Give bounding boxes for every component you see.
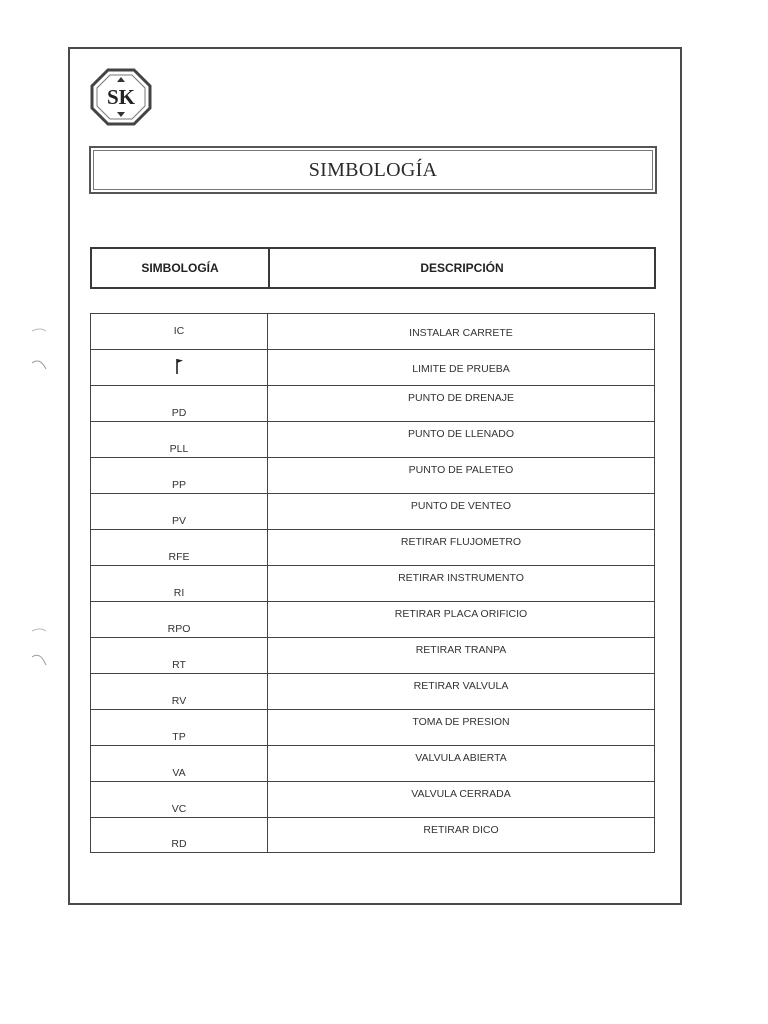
column-header-description: DESCRIPCIÓN <box>420 261 504 275</box>
symbol-code: TP <box>172 731 186 743</box>
symbology-table <box>90 313 655 853</box>
symbol-cell <box>91 710 268 745</box>
description-cell <box>268 602 654 637</box>
description-text: RETIRAR VALVULA <box>413 680 509 692</box>
description-text: INSTALAR CARRETE <box>409 327 513 339</box>
table-row <box>91 710 654 746</box>
symbol-code: RV <box>171 695 187 707</box>
symbol-cell <box>91 530 268 565</box>
table-row <box>91 566 654 602</box>
description-text: RETIRAR PLACA ORIFICIO <box>394 608 528 620</box>
symbol-cell <box>91 494 268 529</box>
binder-hole-mark <box>28 625 50 675</box>
description-text: TOMA DE PRESION <box>412 716 510 728</box>
description-text: RETIRAR DICO <box>423 824 499 836</box>
binder-hole-mark <box>28 325 50 375</box>
description-cell <box>268 638 654 673</box>
symbol-code: PLL <box>169 443 189 455</box>
description-cell <box>268 530 654 565</box>
table-row <box>91 674 654 710</box>
symbol-cell <box>91 746 268 781</box>
table-row <box>91 638 654 674</box>
symbol-code: VA <box>172 767 186 779</box>
description-cell <box>268 674 654 709</box>
title-box <box>89 146 657 194</box>
description-text: PUNTO DE DRENAJE <box>408 392 514 404</box>
table-row <box>91 746 654 782</box>
symbol-cell <box>91 818 268 852</box>
description-text: VALVULA ABIERTA <box>415 752 507 764</box>
table-row <box>91 782 654 818</box>
table-row <box>91 350 654 386</box>
description-text: RETIRAR INSTRUMENTO <box>398 572 524 584</box>
description-cell <box>268 458 654 493</box>
description-text: RETIRAR FLUJOMETRO <box>400 536 522 548</box>
description-text: PUNTO DE PALETEO <box>408 464 514 476</box>
symbol-code: RI <box>173 587 185 599</box>
symbol-code: RFE <box>168 551 190 563</box>
description-cell <box>268 746 654 781</box>
symbol-code: PV <box>171 515 186 527</box>
symbol-code: RPO <box>167 623 191 635</box>
symbol-code: VC <box>171 803 187 815</box>
table-row <box>91 494 654 530</box>
symbol-code: RT <box>172 659 186 671</box>
symbol-cell <box>91 350 268 385</box>
symbol-cell <box>91 566 268 601</box>
table-row <box>91 602 654 638</box>
description-cell <box>268 782 654 817</box>
description-text: PUNTO DE VENTEO <box>410 500 512 512</box>
svg-text:SK: SK <box>106 85 136 109</box>
symbol-cell <box>91 458 268 493</box>
page-title: SIMBOLOGÍA <box>308 158 438 181</box>
symbol-cell <box>91 602 268 637</box>
description-cell <box>268 422 654 457</box>
description-text: VALVULA CERRADA <box>411 788 511 800</box>
description-text: RETIRAR TRANPA <box>415 644 507 656</box>
symbol-cell <box>91 386 268 421</box>
table-row <box>91 818 654 852</box>
table-row <box>91 530 654 566</box>
description-cell <box>268 314 654 349</box>
sk-logo <box>90 68 152 126</box>
description-cell <box>268 494 654 529</box>
description-cell <box>268 710 654 745</box>
table-row <box>91 422 654 458</box>
table-row <box>91 314 654 350</box>
flag-icon <box>175 357 185 375</box>
description-cell <box>268 350 654 385</box>
symbol-code: PP <box>171 479 186 491</box>
description-cell <box>268 566 654 601</box>
symbol-code: RD <box>171 838 187 850</box>
symbol-code: PD <box>171 407 187 419</box>
description-cell <box>268 386 654 421</box>
symbol-cell <box>91 422 268 457</box>
description-text: PUNTO DE LLENADO <box>408 428 514 440</box>
column-header-symbol: SIMBOLOGÍA <box>92 249 270 287</box>
symbol-code: IC <box>173 325 185 337</box>
description-text: LIMITE DE PRUEBA <box>412 363 510 375</box>
symbol-cell <box>91 782 268 817</box>
table-row <box>91 458 654 494</box>
description-cell <box>268 818 654 852</box>
symbol-cell <box>91 314 268 349</box>
table-header <box>90 247 656 289</box>
symbol-cell <box>91 674 268 709</box>
symbol-cell <box>91 638 268 673</box>
table-row <box>91 386 654 422</box>
